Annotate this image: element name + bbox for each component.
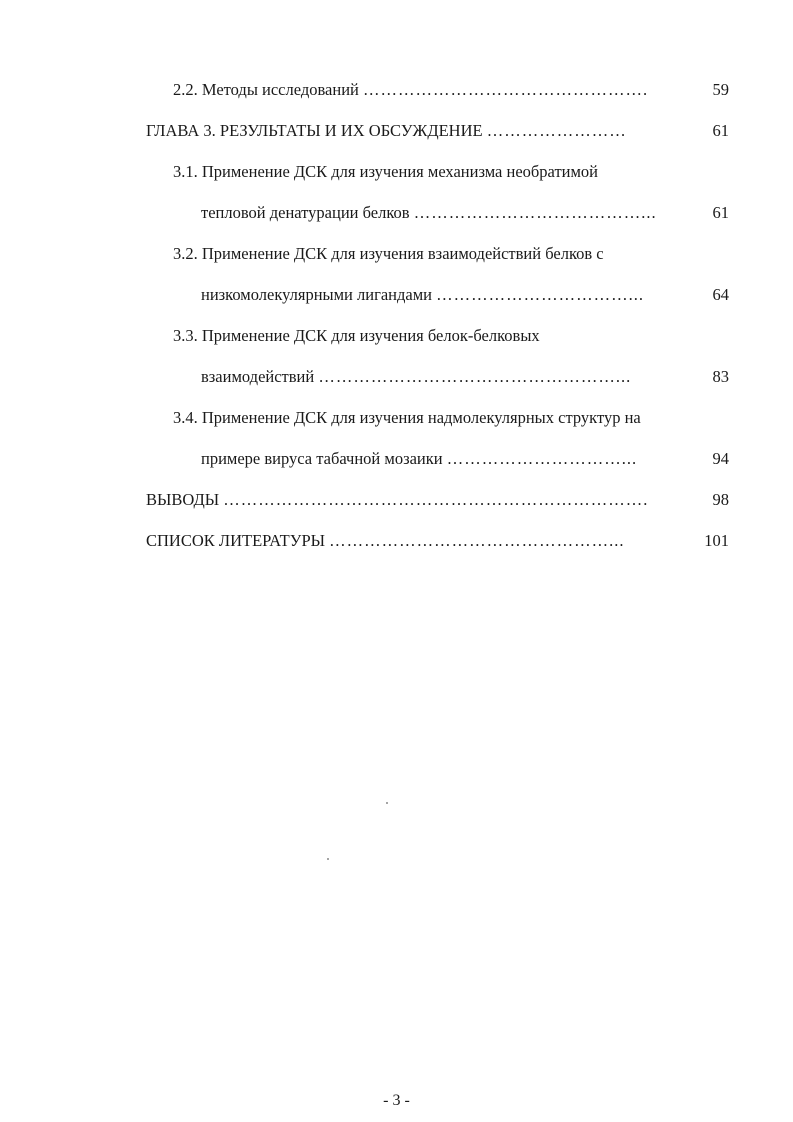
scan-speck [386,802,388,804]
toc-page-number: 61 [712,203,729,222]
toc-entry-text: 3.4. Применение ДСК для изучения надмолекулярных структур на [173,408,641,427]
toc-entry-3-2-line-2 [201,284,673,306]
toc-entry-references [146,530,673,552]
toc-entry-3-4-line-2 [201,448,673,470]
toc-entry-3-1-line-2 [201,202,673,224]
toc-page-number: 59 [712,80,729,99]
toc-entry-3-4-line-1 [173,407,673,429]
toc-leader-dots: …………………………... [446,449,638,468]
toc-entry-text: 3.3. Применение ДСК для изучения белок-белковых [173,326,540,345]
toc-entry-text: тепловой денатурации белков [201,203,410,222]
toc-entry-text: ГЛАВА 3. РЕЗУЛЬТАТЫ И ИХ ОБСУЖДЕНИЕ [146,121,483,140]
toc-leader-dots: ……………………………... [436,285,644,304]
toc-entry-text: примере вируса табачной мозаики [201,449,443,468]
toc-page-number: 98 [712,490,729,509]
toc-leader-dots: …………………… [486,121,627,140]
toc-entry-text: взаимодействий [201,367,315,386]
toc-entry-text: ВЫВОДЫ [146,490,220,509]
toc-entry-text: СПИСОК ЛИТЕРАТУРЫ [146,531,326,550]
toc-page-number: 83 [712,367,729,386]
toc-entry-text: 2.2. Методы исследований [173,80,359,99]
toc-entry-3-3-line-2 [201,366,673,388]
toc-leader-dots: ………………………………………………………………. [223,490,649,509]
toc-entry-3-1-line-1 [173,161,673,183]
scan-speck [327,858,329,860]
toc-leader-dots: …………………………………... [413,203,657,222]
toc-entry-text: 3.2. Применение ДСК для изучения взаимодействий белков с [173,244,604,263]
toc-leader-dots: …………………………………………... [329,531,625,550]
toc-entry-text: низкомолекулярными лигандами [201,285,432,304]
toc-leader-dots: …………………………………………. [363,80,649,99]
toc-entry-2-2 [173,79,673,101]
toc-page-number: 101 [704,531,729,550]
toc-entry-text: 3.1. Применение ДСК для изучения механизма необратимой [173,162,599,181]
toc-entry-3-2-line-1 [173,243,673,265]
toc-entry-conclusions [146,489,673,511]
toc-page-number: 61 [712,121,729,140]
toc-entry-chapter-3 [146,120,673,142]
toc-entry-3-3-line-1 [173,325,673,347]
toc-page-number: 64 [712,285,729,304]
toc-page-number: 94 [712,449,729,468]
toc-leader-dots: ……………………………………………... [318,367,632,386]
page-number: - 3 - [383,1092,410,1109]
